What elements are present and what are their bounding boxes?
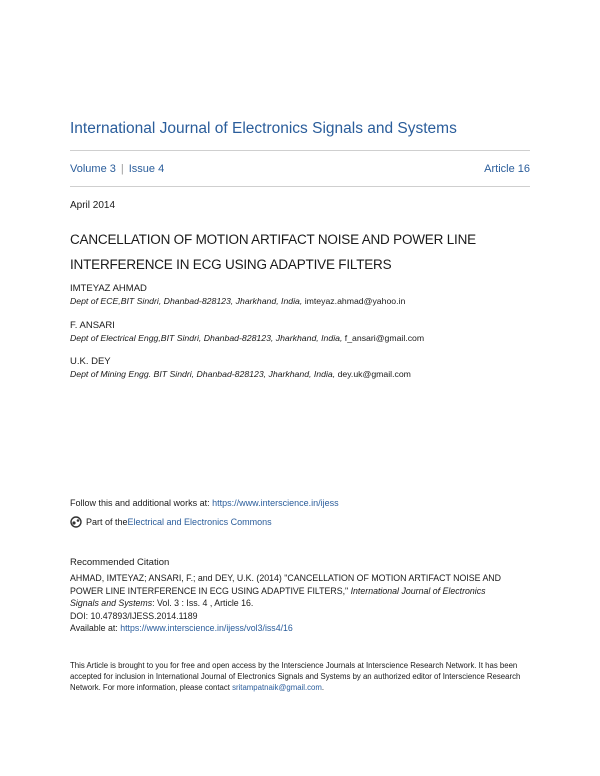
footer-text: This Article is brought to you for free and open access by the Interscience Journals at Interscience Research Network. It has been accepted for inclusion in International Journal of Electronics Signals and Systems by an authorized editor of Interscience Research Network. For more information, please contact (70, 661, 521, 692)
affiliation-text: Dept of Mining Engg. BIT Sindri, Dhanbad-828123, Jharkhand, India (70, 369, 333, 379)
citation-journal-cont: Signals and Systems (70, 598, 153, 608)
issue-link[interactable]: Issue 4 (128, 163, 165, 175)
journal-title[interactable]: International Journal of Electronics Signals and Systems (70, 120, 457, 137)
follow-line (70, 498, 339, 508)
available-label: Available at: (70, 623, 121, 633)
citation-volume: : Vol. 3 : Iss. 4 , Article 16. (152, 598, 254, 608)
separator: | (120, 163, 124, 175)
footer-notice (70, 660, 530, 693)
volume-issue (70, 163, 164, 175)
paper-title-line2: INTERFERENCE IN ECG USING ADAPTIVE FILTERS (70, 257, 392, 272)
citation-doi: DOI: 10.47893/IJESS.2014.1189 (70, 610, 198, 621)
citation-body (70, 572, 532, 635)
author-affiliation: Dept of ECE,BIT Sindri, Dhanbad-828123, Jharkhand, India, imteyaz.ahmad@yahoo.in (70, 296, 406, 306)
citation-line (70, 585, 532, 598)
author-affiliation: Dept of Mining Engg. BIT Sindri, Dhanbad-828123, Jharkhand, India, dey.uk@gmail.com (70, 369, 411, 379)
follow-label: Follow this and additional works at: (70, 498, 213, 508)
paper-title (70, 227, 540, 277)
part-of-label: Part of the (86, 517, 128, 527)
footer-end: . (321, 683, 325, 692)
citation-line: AHMAD, IMTEYAZ; ANSARI, F.; and DEY, U.K. (2014) "CANCELLATION OF MOTION ARTIFACT NOISE AND (70, 573, 502, 583)
author-email: f_ansari@gmail.com (344, 333, 425, 343)
article-url-link[interactable]: https://www.interscience.in/ijess/vol3/iss4/16 (120, 623, 293, 633)
publication-date: April 2014 (70, 200, 116, 211)
affiliation-text: Dept of Electrical Engg,BIT Sindri, Dhanbad-828123, Jharkhand, India (70, 333, 340, 343)
divider-bottom (70, 186, 530, 187)
citation-heading: Recommended Citation (70, 557, 170, 568)
journal-url-link[interactable]: https://www.interscience.in/ijess (212, 498, 339, 508)
author-name: IMTEYAZ AHMAD (70, 283, 147, 294)
author-name: F. ANSARI (70, 320, 115, 331)
paper-title-line1: CANCELLATION OF MOTION ARTIFACT NOISE AND POWER LINE (70, 232, 476, 247)
contact-email-link[interactable]: sritampatnaik@gmail.com (232, 683, 322, 692)
author-email: dey.uk@gmail.com (337, 369, 411, 379)
volume-link[interactable]: Volume 3 (70, 163, 116, 175)
part-of-line (70, 516, 272, 528)
citation-text: POWER LINE INTERFERENCE IN ECG USING ADAPTIVE FILTERS," (70, 585, 351, 596)
divider-top (70, 150, 530, 151)
network-icon (70, 516, 82, 528)
author-email: imteyaz.ahmad@yahoo.in (304, 296, 406, 306)
article-number[interactable]: Article 16 (484, 163, 530, 175)
citation-available (70, 622, 532, 635)
commons-link[interactable]: Electrical and Electronics Commons (127, 517, 272, 527)
affiliation-text: Dept of ECE,BIT Sindri, Dhanbad-828123, Jharkhand, India (70, 296, 300, 306)
citation-line (70, 597, 532, 610)
citation-journal: International Journal of Electronics (350, 585, 486, 596)
author-affiliation: Dept of Electrical Engg,BIT Sindri, Dhanbad-828123, Jharkhand, India, f_ansari@gmail.com (70, 333, 425, 343)
author-name: U.K. DEY (70, 356, 111, 367)
